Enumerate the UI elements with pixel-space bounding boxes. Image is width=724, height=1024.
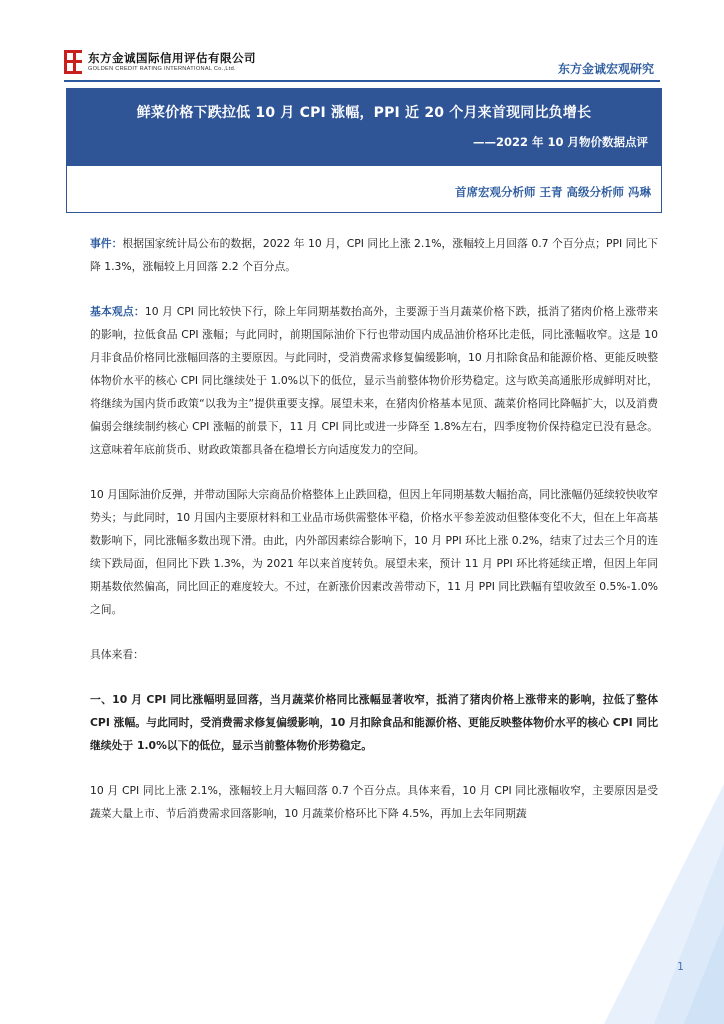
basic-view-label: 基本观点： (90, 305, 145, 318)
title-banner (66, 88, 662, 166)
authors: 首席宏观分析师 王青 高级分析师 冯琳 (454, 185, 651, 199)
authors-box (66, 166, 662, 213)
event-label: 事件： (90, 237, 123, 250)
detail-intro: 具体来看： (90, 648, 144, 661)
report-title: 鲜菜价格下跌拉低 10 月 CPI 涨幅，PPI 近 20 个月来首现同比负增长 (136, 105, 592, 121)
event-paragraph (90, 232, 658, 278)
corner-decoration-icon (544, 784, 724, 1024)
header-divider (64, 80, 660, 82)
basic-view-text: 10 月 CPI 同比较快下行，除上年同期基数抬高外，主要源于当月蔬菜价格下跌，抵消了猪肉价格上涨带来的影响，拉低食品 CPI 涨幅；与此同时，前期国际油价下行也带动国内成品油价格环比走低，同比涨幅收窄。这是 10 月非食品价格同比涨幅回落的主要原因。与此同时，受消费需求修复偏缓影响，10 月扣除食品和能源价格、更能反映整体物价水平的核心 CPI 同比继续处于 1.0%以下的低位，显示当前整体物价形势稳定。这与欧美高通胀形成鲜明对比，将继续为国内货币政策“以我为主”提供重要支撑。展望未来，在猪肉价格基本见顶、蔬菜价格同比降幅扩大，以及消费偏弱会继续制约核心 CPI 涨幅的前景下，11 月 CPI 同比或进一步降至 1.8%左右，四季度物价保持稳定已没有悬念。这意味着年底前货币、财政政策都具备在稳增长方向适度发力的空间。 (90, 305, 659, 456)
company-name-cn: 东方金诚国际信用评估有限公司 (88, 50, 256, 65)
ppi-paragraph: 10 月国际油价反弹，并带动国际大宗商品价格整体上止跌回稳，但因上年同期基数大幅抬高，同比涨幅仍延续较快收窄势头；与此同时，10 月国内主要原材料和工业品市场供需整体平稳，价格水平参差波动但整体变化不大，但在上年高基数影响下，同比涨幅多数出现下滑。由此，内外部因素综合影响下，10 月 PPI 环比上涨 0.2%，结束了过去三个月的连续下跌局面，但同比下跌 1.3%，为 2021 年以来首度转负。展望未来，预计 11 月 PPI 环比将延续正增，但因上年同期基数依然偏高，同比回正的难度较大。不过，在新涨价因素改善带动下，11 月 PPI 同比跌幅有望收敛至 0.5%-1.0%之间。 (90, 488, 658, 616)
event-text: 根据国家统计局公布的数据，2022 年 10 月，CPI 同比上涨 2.1%，涨幅较上月回落 0.7 个百分点；PPI 同比下降 1.3%，涨幅较上月回落 2.2 个百分点。 (90, 237, 658, 273)
report-body (90, 232, 658, 825)
logo-mark-icon (64, 50, 82, 74)
brand-label: 东方金诚宏观研究 (557, 62, 654, 76)
section-1-heading: 一、10 月 CPI 同比涨幅明显回落，当月蔬菜价格同比涨幅显著收窄，抵消了猪肉价格上涨带来的影响，拉低了整体 CPI 涨幅。与此同时，受消费需求修复偏缓影响，10 月扣除食品和能源价格、更能反映整体物价水平的核心 CPI 同比继续处于 1.0%以下的低位，显示当前整体物价形势稳定。 (90, 693, 658, 752)
basic-view-paragraph (90, 300, 658, 461)
page-number: 1 (677, 960, 684, 973)
cpi-detail-paragraph: 10 月 CPI 同比上涨 2.1%，涨幅较上月大幅回落 0.7 个百分点。具体来看，10 月 CPI 同比涨幅收窄，主要原因是受蔬菜大量上市、节后消费需求回落影响，10 月蔬菜价格环比下降 4.5%，再加上去年同期蔬 (90, 784, 658, 820)
report-subtitle: ——2022 年 10 月物价数据点评 (472, 135, 648, 149)
company-name-en: GOLDEN CREDIT RATING INTERNATIONAL Co.,Ltd. (88, 65, 236, 72)
company-logo (64, 48, 256, 76)
